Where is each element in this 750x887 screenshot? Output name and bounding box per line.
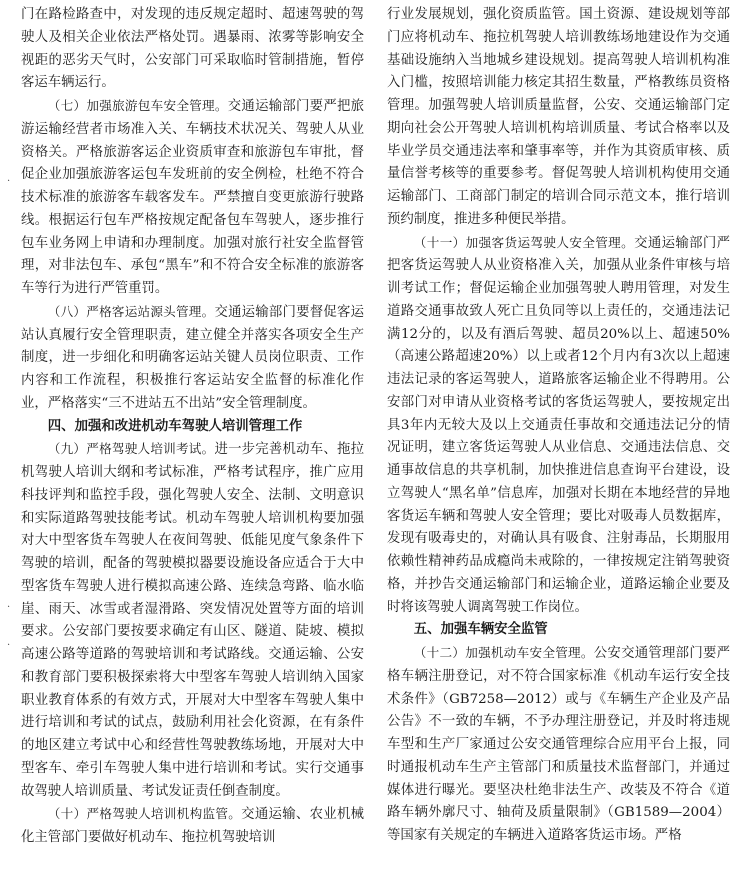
- paragraph-continued: 门在路检路查中，对发现的违反规定超时、超速驾驶的驾驶人及相关企业依法严格处罚。遇暴雨、浓雾等影响安全视距的恶劣天气时，公安部门可采取临时管制措施，暂停客运车辆运行。: [21, 7, 364, 91]
- chapter-5-heading: 五、加强车辆安全监管: [413, 622, 548, 638]
- section-12-heading: （十二）加强机动车安全管理。: [413, 645, 594, 660]
- section-11-paragraph: [387, 232, 730, 620]
- section-8-body: 交通运输部门要督促客运站认真履行安全管理职责，建立健全并落实各项安全生产制度，进一步细化和明确客运站关键人员岗位职责、工作内容和工作流程，积极推行客运站安全监督的标准化作业，严格落实“三不进站五不出站”安全管理制度。: [21, 304, 364, 411]
- scan-dot: ·: [7, 176, 11, 187]
- section-10-heading: （十）严格驾驶人培训机构监管。: [47, 806, 242, 822]
- section-8-paragraph: [21, 301, 364, 416]
- paragraph-continued: 行业发展规划，强化资质监管。国土资源、建设规划等部门应将机动车、拖拉机驾驶人培训教练场地建设作为交通基础设施纳入当地城乡建设规划。提高驾驶人培训机构准入门槛，按照培训能力核定其招生数量，严格教练员资格管理。加强驾驶人培训质量监督，公安、交通运输部门定期向社会公开驾驶人培训机构培训质量、考试合格率以及毕业学员交通违法率和肇事率等，并作为其资质审核、质量信誉考核等的重要参考。督促驾驶人培训机构使用交通运输部门、工商部门制定的培训合同示范文本，推行培训预约制度，推进多种便民举措。: [387, 7, 730, 227]
- section-7-heading: （七）加强旅游包车安全管理。: [47, 98, 228, 113]
- scan-dot: ·: [7, 602, 11, 613]
- section-8-heading: （八）严格客运站源头管理。: [47, 303, 215, 319]
- chapter-4-heading: 四、加强和改进机动车驾驶人培训管理工作: [47, 418, 303, 434]
- section-7-body: 交通运输部门要严把旅游运输经营者市场准入关、车辆技术状况关、驾驶人从业资格关。严格旅游客运企业资质审查和旅游包车审批，督促企业加强旅游客运包车发班前的安全例检，杜绝不符合技术标准的旅游客车载客发车。严禁擅自变更旅游行驶路线。根据运行包车严格按规定配备包车驾驶人，逐步推行包车业务网上申请和办理制度。加强对旅行社安全监督管理，对非法包车、承包“黑车”和不符合安全标准的旅游客车等行为进行严管重罚。: [21, 99, 364, 296]
- section-11-heading: （十一）加强客货运驾驶人安全管理。: [413, 234, 635, 250]
- section-9-paragraph: [21, 438, 364, 803]
- section-9-heading: （九）严格驾驶人培训考试。: [47, 441, 215, 457]
- section-9-body: 进一步完善机动车、拖拉机驾驶人培训大纲和考试标准，严格考试程序，推广应用科技评判和监控手段，强化驾驶人安全、法制、文明意识和实际道路驾驶技能考试。机动车驾驶人培训机构要加强对大中型客货车驾驶人在夜间驾驶、低能见度气象条件下驾驶的培训，配备的驾驶模拟器要设施设备应适合于大中型客货车驾驶人进行模拟高速公路、连续急弯路、临水临崖、雨天、冰雪或者湿滑路、突发情况处置等方面的培训要求。公安部门要按要求确定有山区、隧道、陡坡、模拟高速公路等道路的驾驶培训和考试路线。交通运输、公安和教育部门要积极探索将大中型客车驾驶人培训纳入国家职业教育体系的有效方式，开展对大中型客车驾驶人集中进行培训和考试的试点，鼓励利用社会化资源，在有条件的地区建立考试中心和经营性驾驶教练场地，开展对大中型客车、牵引车驾驶人集中进行培训和考试。实行交通事故驾驶人培训质量、考试发证责任倒查制度。: [21, 442, 364, 799]
- section-12-body: 公安交通管理部门要严格车辆注册登记，对不符合国家标准《机动车运行安全技术条件》（GB7258—2012）或与《车辆生产企业及产品公告》不一致的车辆，不予办理注册登记，并及时将违规车型和生产厂家通过公安交通管理综合应用平台上报，同时通报机动车生产主管部门和质量技术监督部门，并通过媒体进行曝光。要坚决杜绝非法生产、改装及不符合《道路车辆外廓尺寸、轴荷及质量限制》（GB1589—2004）等国家有关规定的车辆进入道路客货运市场。严格: [387, 646, 730, 843]
- section-10-body: 交通运输、农业机械化主管部门要做好机动车、拖拉机驾驶培训: [21, 807, 364, 845]
- right-column: [387, 4, 730, 848]
- section-10-paragraph: [21, 803, 364, 850]
- section-12-paragraph: [387, 642, 730, 848]
- left-column: [21, 4, 364, 850]
- section-7-paragraph: [21, 95, 364, 301]
- scan-dot: ·: [7, 640, 11, 651]
- section-11-body: 交通运输部门严把客货运驾驶人从业资格准入关，加强从业条件审核与培训考试工作；督促运输企业加强驾驶人聘用管理，对发生道路交通事故致人死亡且负同等以上责任的，交通违法记满12分的，以及有酒后驾驶、超员20%以上、超速50%（高速公路超速20%）以上或者12个月内有3次以上超速违法记录的客运驾驶人，道路旅客运输企业不得聘用。公安部门对申请从业资格考试的客货运驾驶人，要按规定出具3年内无较大及以上交通责任事故和交通违法记分的情况证明，建立客货运驾驶人从业信息、交通违法信息、交通事故信息的共享机制，加快推进信息查询平台建设，设立驾驶人“黑名单”信息库，加强对长期在本地经营的异地客货运车辆和驾驶人安全管理；要比对吸毒人员数据库，发现有吸毒史的，对确认具有吸食、注射毒品，长期服用依赖性精神药品成瘾尚未戒除的，一律按规定注销驾驶资格，并抄告交通运输部门和运输企业，道路运输企业要及时将该驾驶人调离驾驶工作岗位。: [387, 235, 730, 615]
